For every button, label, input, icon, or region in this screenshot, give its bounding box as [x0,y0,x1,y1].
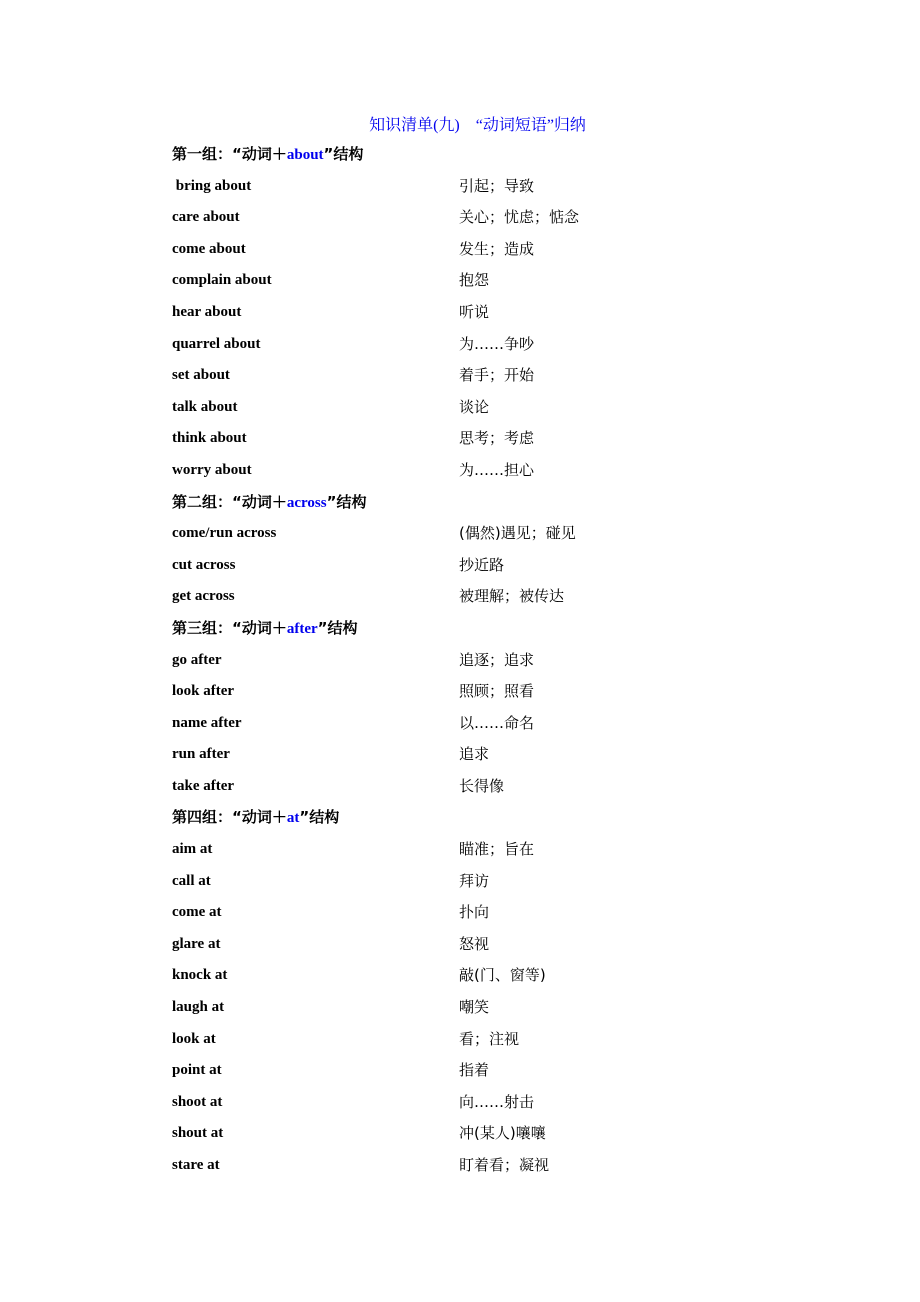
heading-suffix: ”结构 [317,618,358,637]
phrase-row [172,206,772,238]
phrase-row [172,838,772,870]
phrase-en: get across [172,588,235,605]
group-heading-after [172,617,772,649]
phrase-row [172,996,772,1028]
heading-prefix: 第一组：“动词＋ [172,145,287,163]
heading-keyword: after [286,620,318,637]
phrase-en: shout at [172,1125,224,1142]
phrase-row [172,1059,772,1091]
phrase-zh: 长得像 [459,776,505,795]
phrase-en: run after [172,746,230,763]
phrase-en: come/run across [172,525,277,542]
phrase-row [172,522,772,554]
phrase-list [172,143,772,1186]
phrase-zh: 向……射击 [459,1092,535,1111]
heading-prefix: 第四组：“动词＋ [172,808,287,827]
group-heading-at [172,806,772,838]
phrase-row [172,427,772,459]
phrase-row [172,649,772,681]
phrase-en: talk about [172,398,238,415]
phrase-en: care about [172,209,240,226]
phrase-zh: 瞄准；旨在 [459,840,535,859]
phrase-row [172,175,772,207]
phrase-row [172,775,772,807]
phrase-zh: 嘲笑 [459,998,490,1017]
phrase-en: take after [172,777,235,794]
heading-prefix: 第二组：“动词＋ [172,492,287,511]
phrase-zh: 冲(某人)嚷嚷 [459,1124,546,1143]
phrase-row [172,585,772,617]
heading-suffix: ”结构 [323,145,364,163]
phrase-row [172,459,772,491]
page-title: 知识清单(九) “动词短语”归纳 [369,117,586,134]
phrase-row [172,1091,772,1123]
phrase-en: laugh at [172,999,225,1016]
phrase-row [172,743,772,775]
phrase-en: bring about [172,177,252,194]
phrase-row [172,870,772,902]
phrase-zh: (偶然)遇见；碰见 [459,524,576,543]
phrase-en: complain about [172,272,272,289]
phrase-zh: 发生；造成 [459,239,535,258]
phrase-row [172,712,772,744]
phrase-row [172,1028,772,1060]
phrase-row [172,364,772,396]
phrase-zh: 思考；考虑 [459,429,535,448]
phrase-en: shoot at [172,1093,223,1110]
phrase-zh: 为……担心 [459,460,535,479]
phrase-en: hear about [172,303,242,320]
phrase-zh: 看；注视 [459,1029,520,1048]
phrase-zh: 盯着看；凝视 [459,1156,550,1174]
phrase-row [172,333,772,365]
phrase-en: name after [172,714,242,731]
phrase-zh: 关心；忧虑；惦念 [459,208,580,227]
phrase-zh: 扑向 [459,903,490,922]
phrase-en: aim at [172,841,213,858]
phrase-row [172,396,772,428]
group-heading-across [172,491,772,523]
phrase-zh: 追逐；追求 [459,650,535,669]
phrase-en: go after [172,651,222,668]
phrase-en: glare at [172,935,221,952]
phrase-row [172,238,772,270]
phrase-row [172,964,772,996]
phrase-zh: 怒视 [459,934,490,953]
phrase-zh: 指着 [459,1061,490,1080]
phrase-en: cut across [172,556,236,573]
phrase-zh: 敲(门、窗等) [459,966,546,985]
heading-suffix: ”结构 [326,492,367,511]
phrase-en: point at [172,1062,222,1079]
phrase-en: knock at [172,967,228,984]
phrase-zh: 抱怨 [459,271,490,290]
phrase-en: set about [172,367,230,384]
heading-suffix: ”结构 [299,808,340,827]
phrase-zh: 引起；导致 [459,176,535,195]
phrase-row [172,301,772,333]
phrase-en: quarrel about [172,335,261,352]
phrase-row [172,680,772,712]
phrase-en: look at [172,1030,216,1047]
phrase-zh: 以……命名 [459,713,535,732]
phrase-row [172,1154,772,1186]
phrase-zh: 为……争吵 [459,334,535,353]
phrase-row [172,269,772,301]
phrase-en: come at [172,904,222,921]
phrase-en: stare at [172,1157,220,1173]
phrase-zh: 追求 [459,745,490,764]
heading-keyword: across [286,494,327,511]
phrase-zh: 拜访 [459,871,490,890]
heading-keyword: at [286,810,300,827]
phrase-zh: 听说 [459,302,490,321]
phrase-en: look after [172,683,235,700]
phrase-en: think about [172,430,247,447]
heading-prefix: 第三组：“动词＋ [172,618,287,637]
phrase-en: call at [172,872,211,889]
phrase-row [172,901,772,933]
phrase-row [172,554,772,586]
phrase-zh: 谈论 [459,397,490,416]
group-heading-about [172,143,772,175]
phrase-en: worry about [172,461,252,478]
phrase-en: come about [172,240,246,257]
phrase-zh: 抄近路 [459,555,505,574]
phrase-zh: 照顾；照看 [459,682,535,701]
phrase-zh: 着手；开始 [459,366,535,385]
phrase-row [172,933,772,965]
phrase-row [172,1122,772,1154]
phrase-zh: 被理解；被传达 [459,587,565,606]
heading-keyword: about [286,147,324,163]
